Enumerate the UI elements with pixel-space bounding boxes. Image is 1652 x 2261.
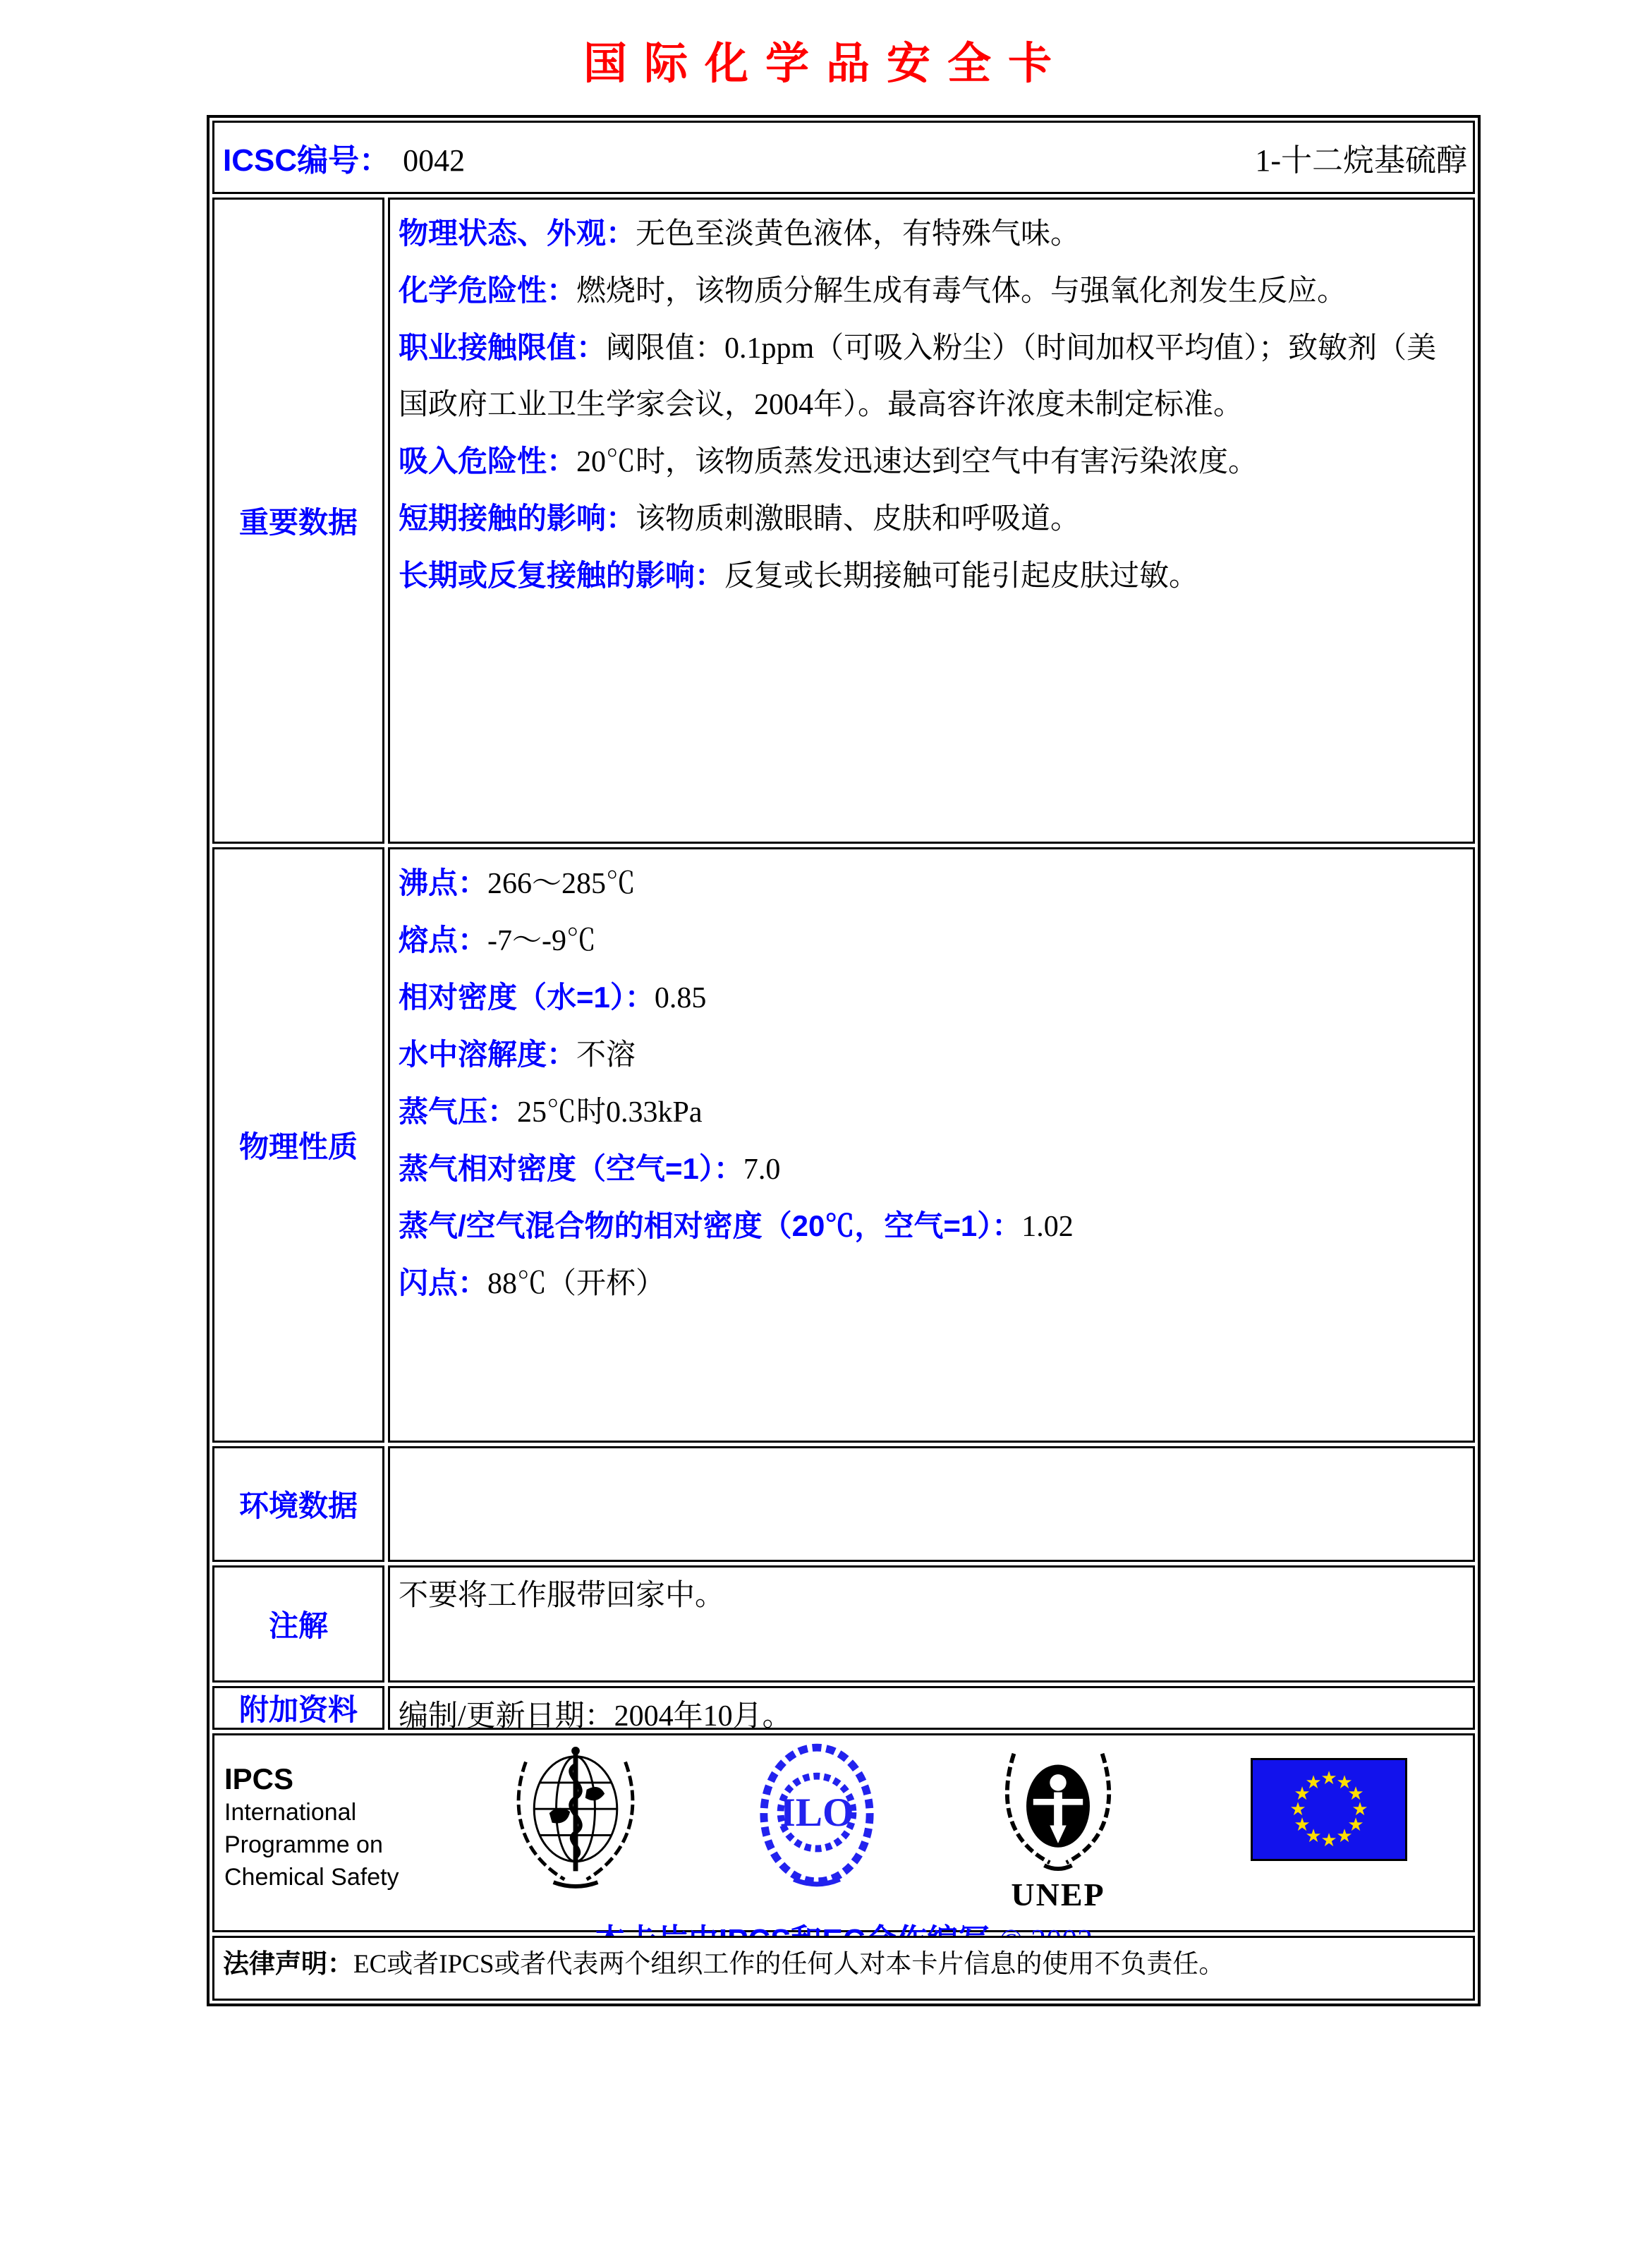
legal-label: 法律声明：	[223, 1949, 353, 1978]
property-entry	[399, 1255, 1460, 1312]
unep-logo-icon	[996, 1742, 1120, 1877]
eu-flag-icon	[1251, 1758, 1407, 1861]
property-label: 蒸气压：	[399, 1095, 518, 1128]
who-logo-icon	[506, 1742, 645, 1889]
property-label: 蒸气相对密度（空气=1）：	[399, 1152, 743, 1185]
ilo-logo-icon	[758, 1742, 876, 1889]
icsc-number-value: 0042	[403, 143, 466, 178]
entry-label: 物理状态、外观：	[399, 217, 636, 250]
property-value: 不溶	[576, 1039, 636, 1072]
important-data-row	[212, 198, 1475, 844]
data-entry	[399, 320, 1460, 433]
environmental-data-content	[388, 1446, 1475, 1562]
svg-text:★: ★	[1294, 1814, 1311, 1836]
property-label: 蒸气/空气混合物的相对密度（20℃，空气=1）：	[399, 1209, 1022, 1242]
unep-caption: UNEP	[1011, 1877, 1105, 1913]
additional-info-content: 编制/更新日期：2004年10月。	[388, 1686, 1475, 1730]
property-value: 7.0	[743, 1153, 781, 1186]
entry-text: 阈限值：0.1ppm（可吸入粉尘）（时间加权平均值）；致敏剂（美国政府工业卫生学家会议，2004年）。最高容许浓度未制定标准。	[399, 332, 1437, 421]
svg-text:★: ★	[1347, 1814, 1364, 1836]
property-label: 水中溶解度：	[399, 1038, 577, 1071]
property-value: 88℃（开杯）	[487, 1268, 666, 1300]
legal-row	[212, 1936, 1475, 2001]
important-data-label: 重要数据	[212, 198, 384, 844]
notes-row	[212, 1565, 1475, 1683]
logos-cell	[212, 1733, 1475, 1932]
physical-properties-row	[212, 847, 1475, 1443]
entry-label: 吸入危险性：	[399, 444, 577, 478]
property-entry	[399, 855, 1460, 912]
property-value: 25℃时0.33kPa	[517, 1096, 703, 1129]
property-label: 闪点：	[399, 1266, 488, 1299]
additional-info-row	[212, 1686, 1475, 1733]
data-entry	[399, 433, 1460, 490]
property-label: 沸点：	[399, 866, 488, 899]
important-data-content	[388, 198, 1475, 844]
svg-text:★: ★	[1294, 1783, 1311, 1805]
ilo-letters: ILO	[779, 1790, 854, 1835]
property-value: -7～-9℃	[487, 925, 596, 957]
property-entry	[399, 912, 1460, 969]
entry-text: 该物质刺激眼睛、皮肤和呼吸道。	[636, 503, 1081, 535]
data-entry	[399, 262, 1460, 320]
chemical-name: 1-十二烷基硫醇	[1255, 143, 1467, 178]
property-value: 266～285℃	[487, 868, 636, 900]
legal-cell	[212, 1936, 1475, 2001]
entry-text: 燃烧时，该物质分解生成有毒气体。与强氧化剂发生反应。	[576, 275, 1347, 308]
property-label: 熔点：	[399, 923, 488, 957]
property-entry	[399, 1026, 1460, 1084]
logos-row	[212, 1733, 1475, 1932]
ipcs-line-1: International	[224, 1799, 357, 1826]
icsc-number-group	[223, 135, 465, 180]
entry-text: 无色至淡黄色液体，有特殊气味。	[636, 218, 1081, 250]
svg-text:★: ★	[1305, 1826, 1322, 1847]
ipcs-line-2: Programme on	[224, 1831, 383, 1858]
data-entry	[399, 205, 1460, 262]
property-entry	[399, 1084, 1460, 1141]
header-cell	[212, 121, 1475, 194]
environmental-data-row	[212, 1446, 1475, 1562]
svg-text:★: ★	[1347, 1783, 1364, 1805]
entry-text: 20℃时，该物质蒸发迅速达到空气中有害污染浓度。	[576, 446, 1258, 478]
svg-text:★: ★	[1320, 1830, 1337, 1851]
logos-line	[224, 1742, 1463, 1913]
notes-label: 注解	[212, 1565, 384, 1683]
page-title: 国际化学品安全卡	[583, 37, 1069, 89]
physical-properties-label: 物理性质	[212, 847, 384, 1443]
additional-info-label: 附加资料	[212, 1686, 384, 1730]
unep-logo-block	[996, 1742, 1120, 1913]
svg-text:★: ★	[1336, 1772, 1353, 1793]
svg-text:★: ★	[1320, 1768, 1337, 1789]
property-value: 0.85	[654, 982, 707, 1014]
legal-text: EC或者IPCS或者代表两个组织工作的任何人对本卡片信息的使用不负责任。	[353, 1950, 1225, 1979]
physical-properties-content	[388, 847, 1475, 1443]
ipcs-line-3: Chemical Safety	[224, 1864, 399, 1891]
header-row	[212, 121, 1475, 194]
icsc-number-label: ICSC编号：	[223, 143, 391, 178]
entry-text: 反复或长期接触可能引起皮肤过敏。	[724, 560, 1199, 593]
entry-label: 职业接触限值：	[399, 331, 607, 364]
data-entry	[399, 547, 1460, 605]
svg-text:★: ★	[1289, 1799, 1306, 1820]
entry-label: 短期接触的影响：	[399, 502, 636, 535]
svg-text:★: ★	[1305, 1772, 1322, 1793]
ipcs-text-block	[224, 1742, 443, 1893]
svg-text:★: ★	[1336, 1826, 1353, 1847]
environmental-data-label: 环境数据	[212, 1446, 384, 1562]
entry-label: 化学危险性：	[399, 274, 577, 307]
property-entry	[399, 1141, 1460, 1198]
data-entry	[399, 490, 1460, 547]
property-entry	[399, 1198, 1460, 1255]
icsc-card	[207, 115, 1481, 2006]
property-label: 相对密度（水=1）：	[399, 981, 655, 1014]
svg-text:★: ★	[1352, 1799, 1368, 1820]
ipcs-acronym: IPCS	[224, 1762, 294, 1795]
entry-label: 长期或反复接触的影响：	[399, 559, 725, 592]
notes-content: 不要将工作服带回家中。	[388, 1565, 1475, 1683]
property-value: 1.02	[1021, 1211, 1074, 1243]
property-entry	[399, 969, 1460, 1026]
